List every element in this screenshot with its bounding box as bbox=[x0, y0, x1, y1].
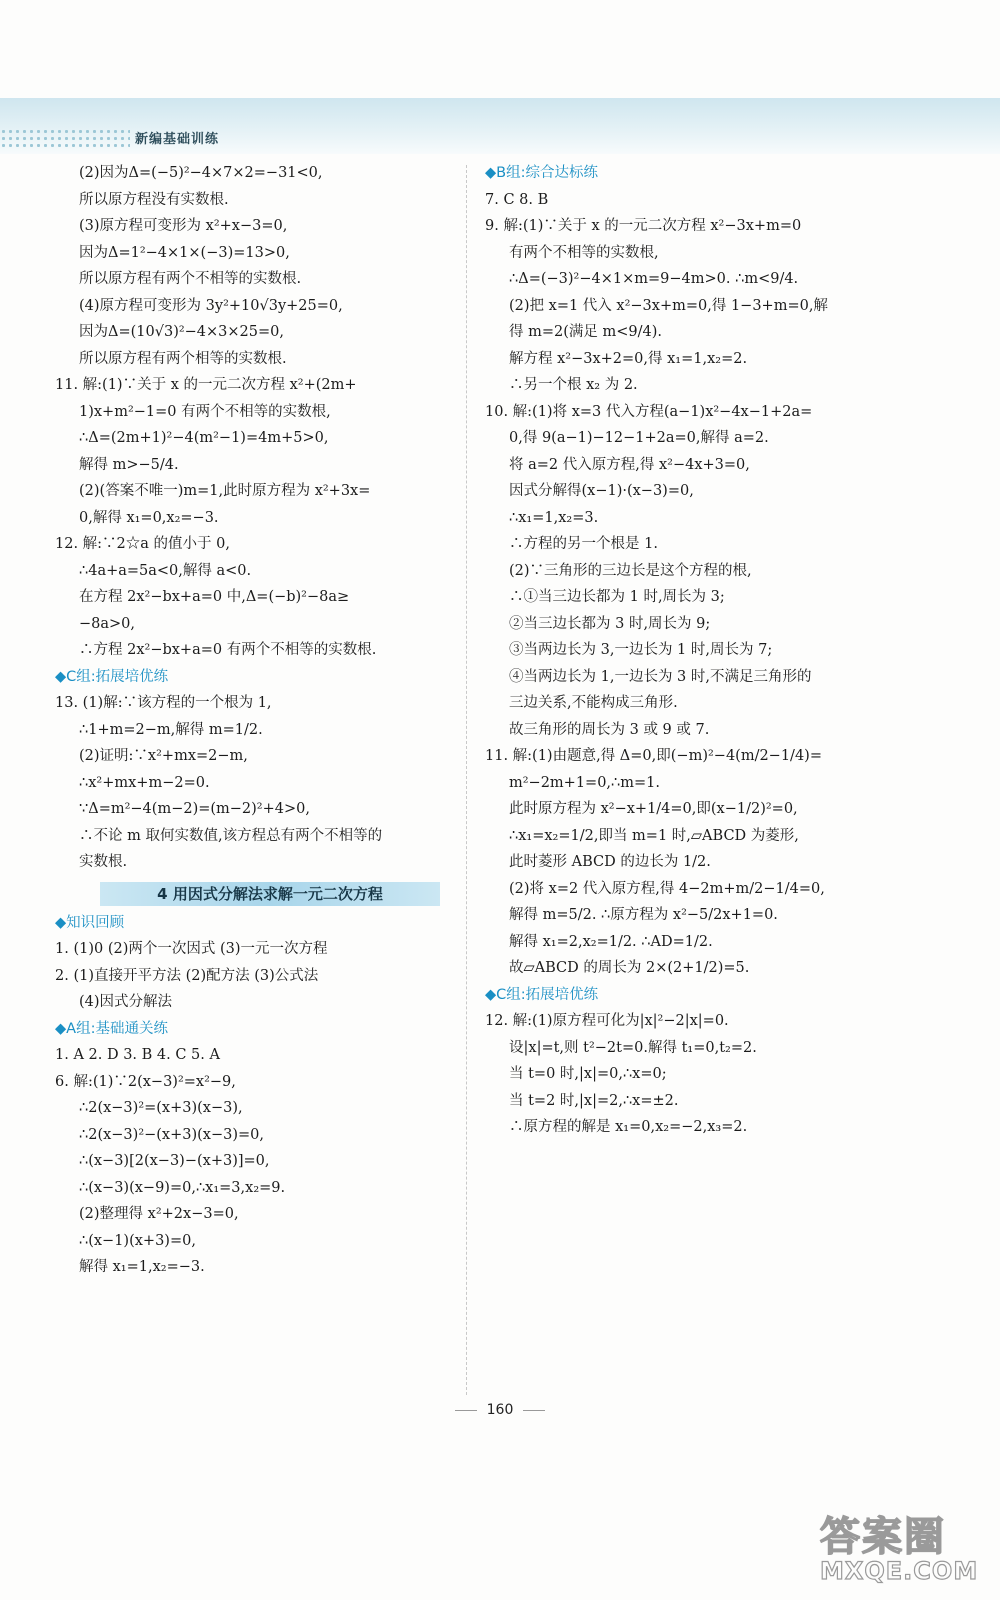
text-line: 解得 m>−5/4. bbox=[79, 456, 179, 473]
text-line: 故三角形的周长为 3 或 9 或 7. bbox=[509, 721, 710, 738]
text-line: 实数根. bbox=[79, 854, 128, 870]
text-line: (2)∵三角形的三边长是这个方程的根, bbox=[509, 562, 752, 579]
text-line: (2)证明:∵x²+mx=2−m, bbox=[79, 748, 248, 764]
text-line: 因式分解得(x−1)·(x−3)=0, bbox=[509, 483, 694, 499]
text-line: ∴x²+mx+m−2=0. bbox=[79, 774, 210, 791]
section-heading-a: ◆A组:基础通关练 bbox=[55, 1020, 168, 1037]
text-line: 解得 m=5/2. ∴原方程为 x²−5/2x+1=0. bbox=[509, 907, 778, 923]
text-line: ∴1+m=2−m,解得 m=1/2. bbox=[79, 721, 263, 738]
section-heading-b: ◆B组:综合达标练 bbox=[485, 165, 598, 181]
text-line: 所以原方程没有实数根. bbox=[79, 191, 229, 208]
answers-1-5: 1. A 2. D 3. B 4. C 5. A bbox=[55, 1047, 220, 1063]
review-2: 2. (1)直接开平方法 (2)配方法 (3)公式法 bbox=[55, 967, 319, 984]
text-line: 此时原方程为 x²−x+1/4=0,即(x−1/2)²=0, bbox=[509, 801, 798, 817]
text-line: 有两个不相等的实数根, bbox=[509, 244, 659, 261]
text-line: 0,解得 x₁=0,x₂=−3. bbox=[79, 509, 219, 526]
text-line: ∴Δ=(−3)²−4×1×m=9−4m>0. ∴m<9/4. bbox=[509, 271, 799, 287]
watermark-cn: 答案圈 bbox=[820, 1514, 946, 1560]
right-column bbox=[485, 160, 905, 1141]
text-line: 设|x|=t,则 t²−2t=0.解得 t₁=0,t₂=2. bbox=[509, 1039, 757, 1056]
problem-13: 13. (1)解:∵该方程的一个根为 1, bbox=[55, 695, 272, 711]
text-line: ∴2(x−3)²=(x+3)(x−3), bbox=[79, 1100, 243, 1116]
text-line: ∴(x−3)(x−9)=0,∴x₁=3,x₂=9. bbox=[79, 1179, 286, 1196]
text-line: 三边关系,不能构成三角形. bbox=[509, 695, 678, 711]
text-line: 因为Δ=(10√3)²−4×3×25=0, bbox=[79, 324, 284, 340]
text-line: (2)(答案不唯一)m=1,此时原方程为 x²+3x= bbox=[79, 483, 371, 499]
text-line: (4)因式分解法 bbox=[79, 994, 173, 1010]
text-line: 所以原方程有两个不相等的实数根. bbox=[79, 271, 302, 287]
problem-11-right: 11. 解:(1)由题意,得 Δ=0,即(−m)²−4(m/2−1/4)= bbox=[485, 748, 822, 764]
text-line: 得 m=2(满足 m<9/4). bbox=[509, 324, 663, 340]
text-line: (3)原方程可变形为 x²+x−3=0, bbox=[79, 218, 288, 234]
text-line: ④当两边长为 1,一边长为 3 时,不满足三角形的 bbox=[509, 668, 812, 685]
text-line: ∴4a+a=5a<0,解得 a<0. bbox=[79, 562, 252, 579]
text-line: 解得 x₁=2,x₂=1/2. ∴AD=1/2. bbox=[509, 933, 713, 950]
text-line: ③当两边长为 3,一边长为 1 时,周长为 7; bbox=[509, 642, 773, 658]
problem-12-right: 12. 解:(1)原方程可化为|x|²−2|x|=0. bbox=[485, 1013, 729, 1029]
text-line: 将 a=2 代入原方程,得 x²−4x+3=0, bbox=[509, 456, 750, 473]
text-line: ∴(x−3)[2(x−3)−(x+3)]=0, bbox=[79, 1153, 270, 1169]
watermark bbox=[820, 1505, 990, 1595]
header-dot-pattern bbox=[0, 128, 130, 148]
left-column bbox=[55, 160, 460, 1281]
answers-7-8: 7. C 8. B bbox=[485, 191, 549, 208]
text-line: 所以原方程有两个相等的实数根. bbox=[79, 350, 287, 367]
text-line: 当 t=0 时,|x|=0,∴x=0; bbox=[509, 1066, 667, 1082]
text-line: 1)x+m²−1=0 有两个不相等的实数根, bbox=[79, 403, 331, 420]
text-line: −8a>0, bbox=[79, 615, 136, 632]
book-title: 新编基础训练 bbox=[135, 132, 220, 147]
problem-6: 6. 解:(1)∵2(x−3)²=x²−9, bbox=[55, 1073, 236, 1090]
text-line: ∴方程的另一个根是 1. bbox=[509, 536, 658, 552]
text-line: ∴原方程的解是 x₁=0,x₂=−2,x₃=2. bbox=[509, 1119, 748, 1135]
text-line: 在方程 2x²−bx+a=0 中,Δ=(−b)²−8a≥ bbox=[79, 589, 350, 605]
text-line: (2)把 x=1 代入 x²−3x+m=0,得 1−3+m=0,解 bbox=[509, 297, 828, 314]
text-line: ∵Δ=m²−4(m−2)=(m−2)²+4>0, bbox=[79, 801, 310, 817]
text-line: (2)将 x=2 代入原方程,得 4−2m+m/2−1/4=0, bbox=[509, 880, 825, 897]
text-line: ∴①当三边长都为 1 时,周长为 3; bbox=[509, 589, 725, 605]
text-line: m²−2m+1=0,∴m=1. bbox=[509, 774, 661, 791]
text-line: 此时菱形 ABCD 的边长为 1/2. bbox=[509, 854, 711, 870]
text-line: ∴x₁=x₂=1/2,即当 m=1 时,▱ABCD 为菱形, bbox=[509, 827, 799, 844]
text-line: ∴(x−1)(x+3)=0, bbox=[79, 1232, 196, 1249]
problem-12: 12. 解:∵2☆a 的值小于 0, bbox=[55, 536, 230, 552]
column-divider bbox=[466, 165, 467, 1395]
text-line: 0,得 9(a−1)−12−1+2a=0,解得 a=2. bbox=[509, 430, 769, 446]
problem-9: 9. 解:(1)∵关于 x 的一元二次方程 x²−3x+m=0 bbox=[485, 218, 802, 234]
section-heading-review: ◆知识回顾 bbox=[55, 914, 125, 931]
text-line: (2)整理得 x²+2x−3=0, bbox=[79, 1206, 239, 1222]
text-line: 因为Δ=1²−4×1×(−3)=13>0, bbox=[79, 244, 290, 261]
text-line: ∴另一个根 x₂ 为 2. bbox=[509, 377, 638, 393]
page-number: 160 bbox=[0, 1402, 1000, 1418]
watermark-en: MXQE.COM bbox=[820, 1557, 979, 1585]
text-line: 当 t=2 时,|x|=2,∴x=±2. bbox=[509, 1092, 679, 1109]
text-line: ②当三边长都为 3 时,周长为 9; bbox=[509, 615, 711, 632]
problem-10: 10. 解:(1)将 x=3 代入方程(a−1)x²−4x−1+2a= bbox=[485, 403, 813, 420]
text-line: ∴方程 2x²−bx+a=0 有两个不相等的实数根. bbox=[79, 642, 377, 658]
text-line: (2)因为Δ=(−5)²−4×7×2=−31<0, bbox=[79, 165, 323, 181]
text-line: ∴Δ=(2m+1)²−4(m²−1)=4m+5>0, bbox=[79, 430, 329, 446]
text-line: 解得 x₁=1,x₂=−3. bbox=[79, 1259, 205, 1275]
text-line: (4)原方程可变形为 3y²+10√3y+25=0, bbox=[79, 297, 343, 314]
text-line: ∴x₁=1,x₂=3. bbox=[509, 509, 599, 526]
text-line: ∴2(x−3)²−(x+3)(x−3)=0, bbox=[79, 1126, 264, 1143]
chapter-banner: 4 用因式分解法求解一元二次方程 bbox=[100, 882, 440, 906]
text-line: 解方程 x²−3x+2=0,得 x₁=1,x₂=2. bbox=[509, 350, 748, 367]
section-heading-c: ◆C组:拓展培优练 bbox=[55, 668, 169, 685]
review-1: 1. (1)0 (2)两个一次因式 (3)一元一次方程 bbox=[55, 941, 328, 957]
problem-11: 11. 解:(1)∵关于 x 的一元二次方程 x²+(2m+ bbox=[55, 377, 357, 393]
text-line: 故▱ABCD 的周长为 2×(2+1/2)=5. bbox=[509, 960, 750, 976]
text-line: ∴不论 m 取何实数值,该方程总有两个不相等的 bbox=[79, 827, 383, 844]
section-heading-c-right: ◆C组:拓展培优练 bbox=[485, 986, 599, 1003]
